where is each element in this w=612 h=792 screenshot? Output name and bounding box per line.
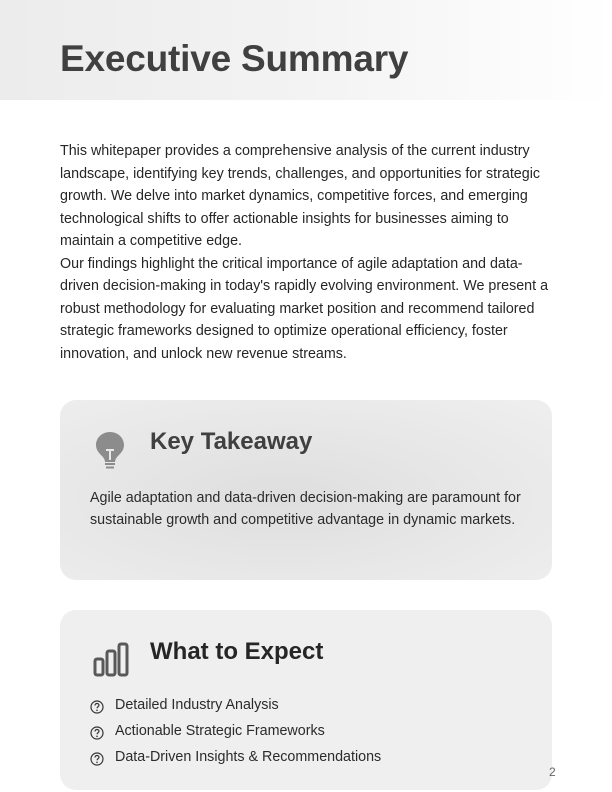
list-item: [90, 744, 381, 770]
intro-paragraph: This whitepaper provides a comprehensive analysis of the current industry landscape, identifying key trends, challenges, and opportunities for strategic growth. We delve into market dynamics, competitive forces, and emerging technological shifts to offer actionable insights for businesses aiming to maintain a competitive edge.: [60, 143, 541, 249]
list-item-label: Actionable Strategic Frameworks: [115, 723, 325, 739]
list-item: [90, 718, 381, 744]
key-takeaway-title: Key Takeaway: [150, 428, 313, 455]
page-title: Executive Summary: [60, 38, 409, 79]
lightbulb-icon: [94, 430, 126, 475]
intro-section: [60, 140, 555, 365]
key-takeaway-body: Agile adaptation and data-driven decision-making are paramount for sustainable growth and competitive advantage in dynamic markets.: [90, 490, 521, 528]
question-circle-icon: [90, 726, 104, 740]
question-circle-icon: [90, 700, 104, 714]
page-header: [0, 0, 612, 100]
list-item-label: Detailed Industry Analysis: [115, 697, 279, 713]
what-to-expect-card: [60, 610, 552, 790]
intro-paragraph: Our findings highlight the critical importance of agile adaptation and data-driven decision-making in today's rapidly evolving environment. We present a robust methodology for evaluating market position and recommend tailored strategic frameworks designed to optimize operational efficiency, foster innovation, and unlock new revenue streams.: [60, 255, 549, 362]
bar-chart-icon: [93, 642, 129, 683]
question-circle-icon: [90, 752, 104, 766]
page-number: 2: [549, 765, 556, 779]
expect-list: [90, 692, 381, 770]
list-item: [90, 692, 381, 718]
list-item-label: Data-Driven Insights & Recommendations: [115, 749, 382, 765]
what-to-expect-title: What to Expect: [150, 638, 324, 665]
key-takeaway-card: [60, 400, 552, 580]
